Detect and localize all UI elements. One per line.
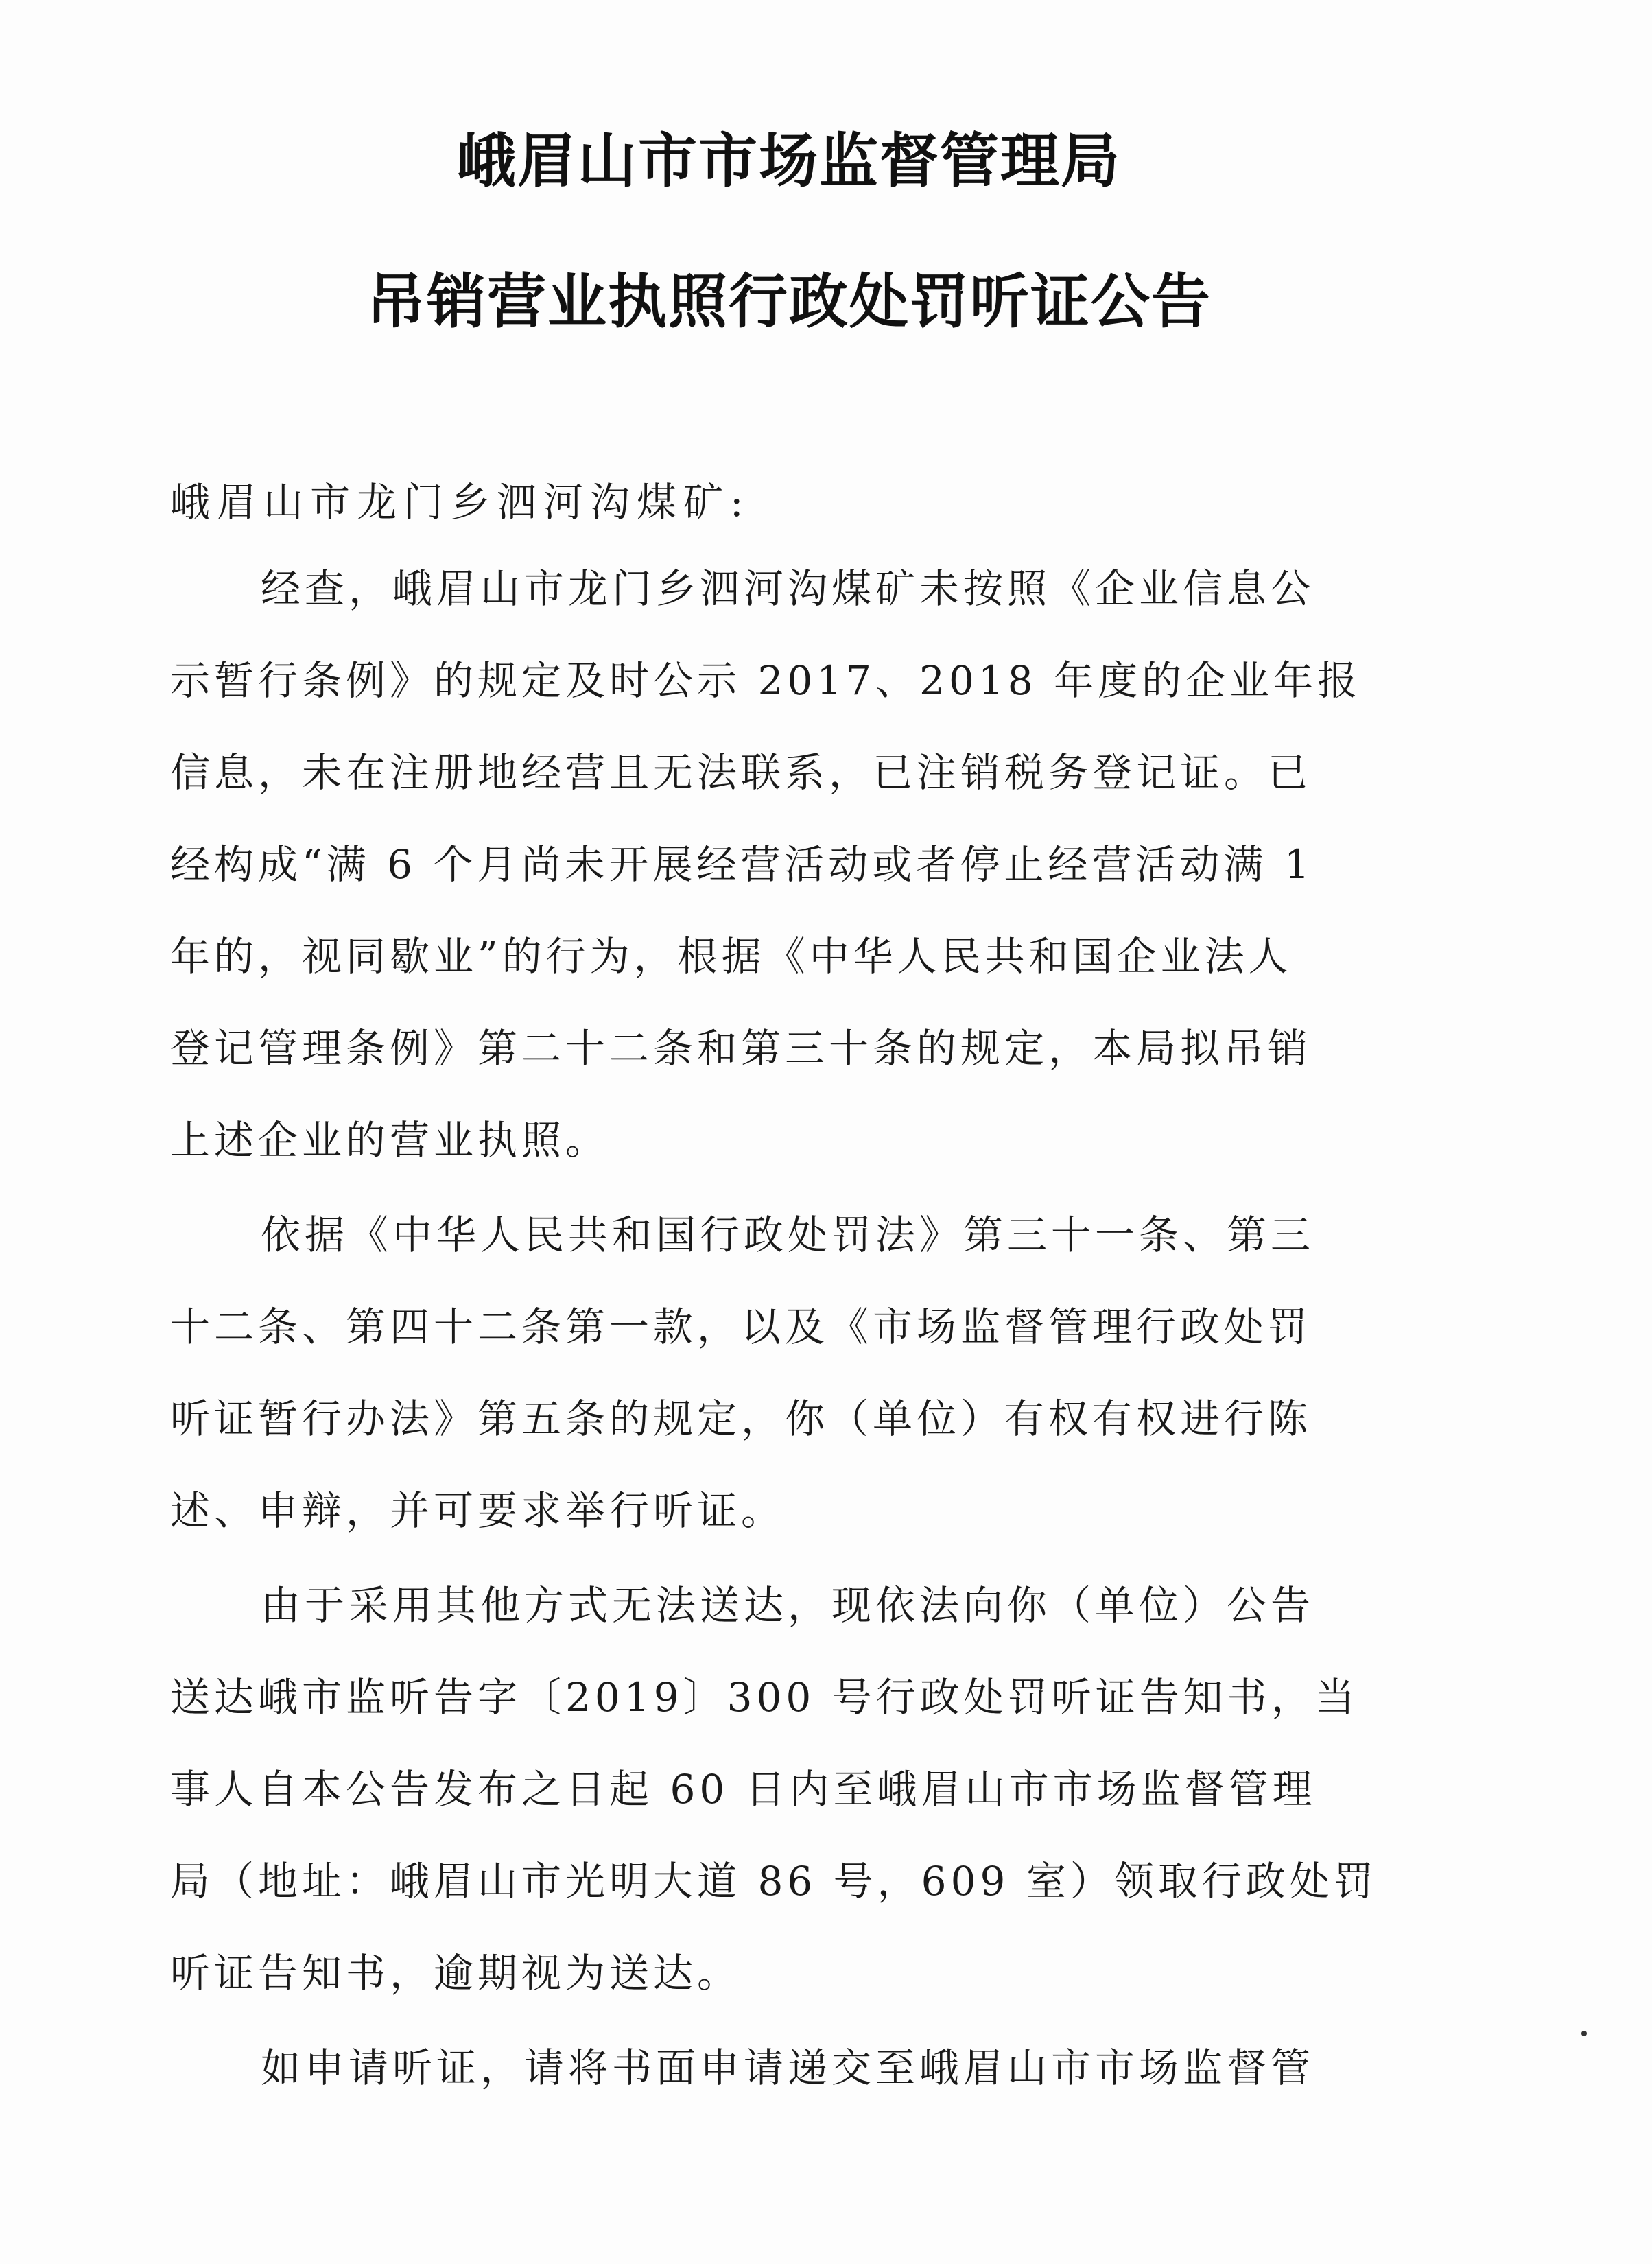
paragraph-line: 如申请听证，请将书面申请递交至峨眉山市市场监督管 <box>261 2044 1315 2091</box>
paragraph-line: 事人自本公告发布之日起 60 日内至峨眉山市市场监督管理 <box>170 1766 1317 1813</box>
document-title-line1: 峨眉山市市场监督管理局 <box>457 127 1121 196</box>
paragraph-line: 送达峨市监听告字〔2019〕300 号行政处罚听证告知书，当 <box>170 1674 1359 1721</box>
paragraph-line: 由于采用其他方式无法送达，现依法向你（单位）公告 <box>261 1582 1315 1629</box>
paragraph-line: 依据《中华人民共和国行政处罚法》第三十一条、第三 <box>261 1212 1315 1258</box>
paragraph-line: 局（地址：峨眉山市光明大道 86 号，609 室）领取行政处罚 <box>170 1858 1378 1905</box>
paragraph-1 <box>170 567 1419 1162</box>
addressee: 峨眉山市龙门乡泗河沟煤矿: <box>170 479 751 526</box>
paragraph-line: 听证告知书，逾期视为送达。 <box>170 1950 742 1996</box>
paragraph-3 <box>170 1583 1419 1995</box>
paragraph-2 <box>170 1213 1419 1533</box>
paragraph-4 <box>170 2046 1419 2090</box>
paragraph-line: 年的，视同歇业”的行为，根据《中华人民共和国企业法人 <box>170 933 1293 980</box>
paragraph-line: 上述企业的营业执照。 <box>170 1117 610 1164</box>
document-body <box>170 480 1419 2141</box>
document-title-line2: 吊销营业执照行政处罚听证公告 <box>366 268 1212 336</box>
paragraph-line: 述、申辩，并可要求举行听证。 <box>170 1487 786 1534</box>
paragraph-line: 示暂行条例》的规定及时公示 2017、2018 年度的企业年报 <box>170 657 1362 704</box>
paragraph-line: 信息，未在注册地经营且无法联系，已注销税务登记证。已 <box>170 749 1312 796</box>
paragraph-line: 经构成“满 6 个月尚未开展经营活动或者停止经营活动满 1 <box>170 841 1314 888</box>
paragraph-line: 听证暂行办法》第五条的规定，你（单位）有权有权进行陈 <box>170 1395 1312 1442</box>
scan-speck <box>1581 2031 1587 2036</box>
paragraph-line: 登记管理条例》第二十二条和第三十条的规定，本局拟吊销 <box>170 1025 1312 1072</box>
paragraph-line: 十二条、第四十二条第一款，以及《市场监督管理行政处罚 <box>170 1304 1312 1350</box>
paragraph-line: 经查，峨眉山市龙门乡泗河沟煤矿未按照《企业信息公 <box>261 565 1315 612</box>
